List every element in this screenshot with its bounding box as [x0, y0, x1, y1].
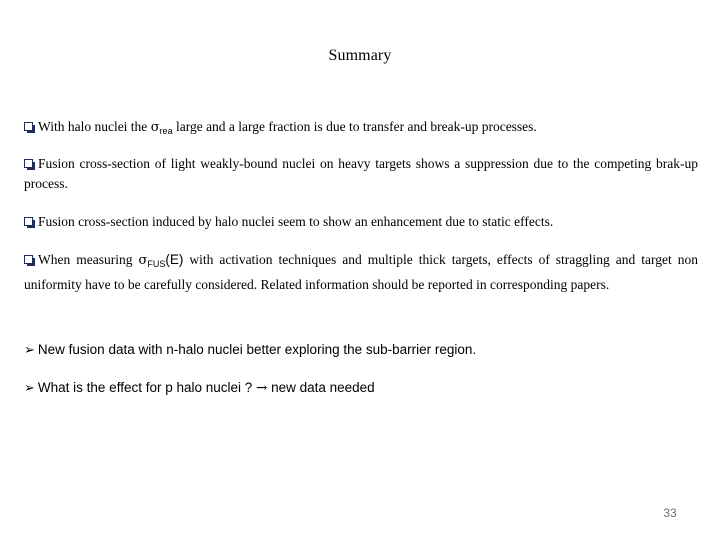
arrow-bullet-icon: ➢ — [24, 381, 35, 396]
checkbox-bullet-icon — [24, 217, 33, 226]
outlook-point-2: ➢ What is the effect for p halo nuclei ? → new data needed — [24, 380, 375, 396]
summary-point-3: Fusion cross-section induced by halo nuclei seem to show an enhancement due to static effects. — [24, 212, 698, 232]
checkbox-bullet-icon — [24, 122, 33, 131]
summary-point-4: When measuring $\sigma_{FUS}(E)$ with activation techniques and multiple thick targets, effects of straggling and target non uniformity have to be carefully considered. Related information should be reported in corresponding papers. — [24, 252, 699, 292]
checkbox-bullet-icon — [24, 255, 33, 264]
slide-title: Summary — [328, 47, 392, 64]
page-number: 33 — [663, 506, 677, 520]
outlook-point-1: ➢ New fusion data with n-halo nuclei better exploring the sub-barrier region. — [24, 342, 477, 358]
summary-point-1: With halo nuclei the $\sigma_{rea}$ large and a large fraction is due to transfer and break-up processes. — [24, 117, 698, 142]
checkbox-bullet-icon — [24, 159, 33, 168]
summary-point-2: Fusion cross-section of light weakly-bound nuclei on heavy targets shows a suppression due to the competing brak-up process. — [24, 156, 698, 191]
arrow-bullet-icon: ➢ — [24, 343, 35, 358]
right-arrow-icon: → — [256, 380, 268, 396]
